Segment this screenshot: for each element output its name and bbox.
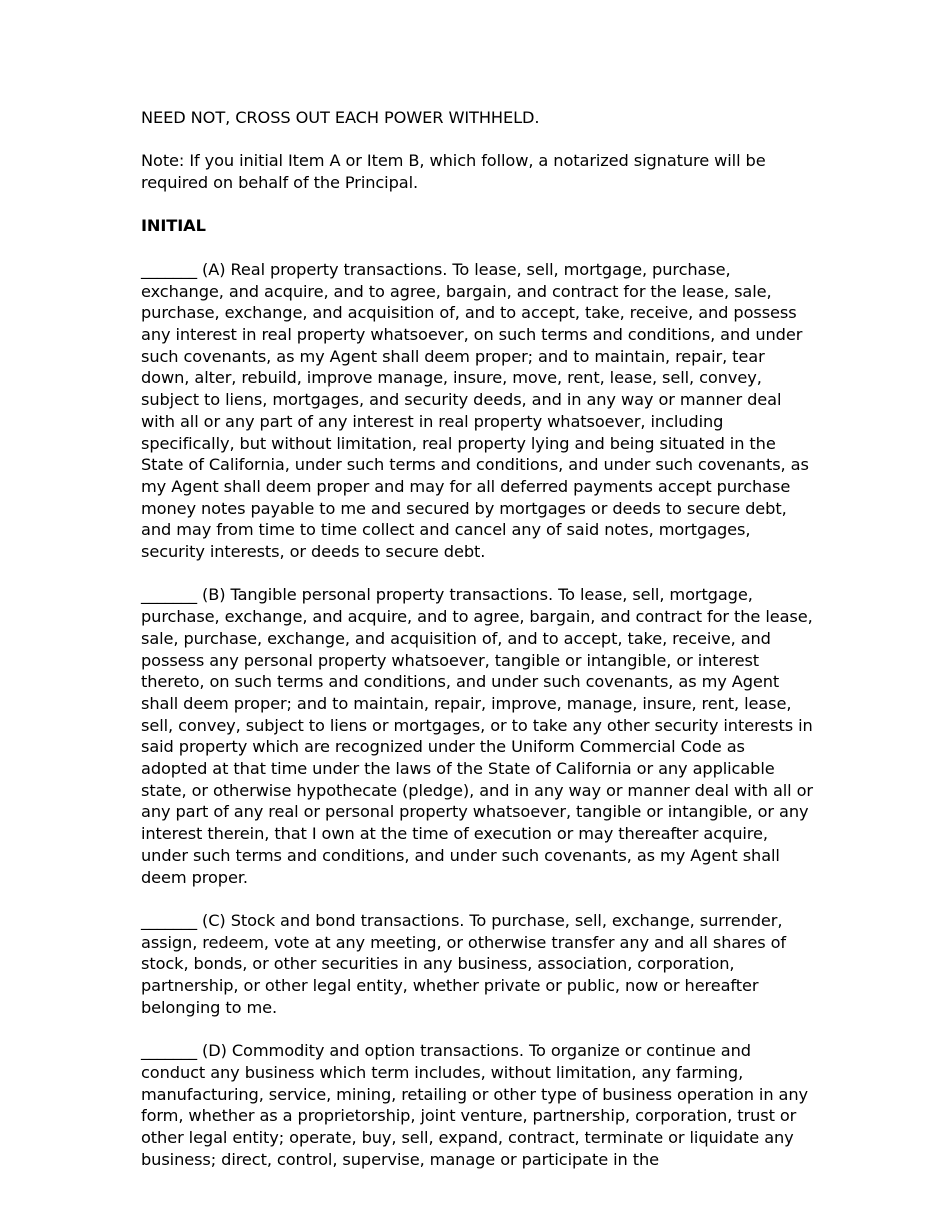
initial-heading: INITIAL — [141, 216, 206, 236]
initial-blank-b[interactable]: _______ — [141, 585, 197, 605]
item-c-text: (C) Stock and bond transactions. To purchase, sell, exchange, surrender, assign, redeem, vote at any meeting, or otherwise transfer any and all shares of stock, bonds, or other securities in any business, association, corporation, partnership, or other legal entity, whether private or public, now or hereafter belonging to me. — [141, 910, 787, 1017]
item-d-commodity-option — [141, 1040, 813, 1170]
item-d-text: (D) Commodity and option transactions. To organize or continue and conduct any business which term includes, without limitation, any farming, manufacturing, service, mining, retailing or other type of business operation in any form, whether as a proprietorship, joint venture, partnership, corporation, trust or other legal entity; operate, buy, sell, expand, contract, terminate or liquidate any business; direct, control, supervise, manage or participate in the — [141, 1041, 808, 1169]
withheld-instruction: NEED NOT, CROSS OUT EACH POWER WITHHELD. — [141, 108, 540, 127]
initial-blank-c[interactable]: _______ — [141, 910, 197, 930]
item-a-real-property — [141, 259, 813, 563]
item-b-text: (B) Tangible personal property transactions. To lease, sell, mortgage, purchase, exchange, and acquire, and to agree, bargain, and contract for the lease, sale, purchase, exchange, and acquisition of, and to accept, take, receive, and possess any personal property whatsoever, tangible or intangible, or interest thereto, on such terms and conditions, and under such covenants, as my Agent shall deem proper; and to maintain, repair, improve, manage, insure, rent, lease, sell, convey, subject to liens or mortgages, or to take any other security interests in said property which are recognized under the Uniform Commercial Code as adopted at that time under the laws of the State of California or any applicable state, or otherwise hypothecate (pledge), and in any way or manner deal with all or any part of any real or personal property whatsoever, tangible or intangible, or any interest therein, that I own at the time of execution or may thereafter acquire, under such terms and conditions, and under such covenants, as my Agent shall deem proper. — [141, 585, 813, 887]
initial-blank-a[interactable]: _______ — [141, 259, 197, 279]
item-b-tangible-property — [141, 584, 813, 888]
item-a-text: (A) Real property transactions. To lease, sell, mortgage, purchase, exchange, and acquire, and to agree, bargain, and contract for the lease, sale, purchase, exchange, and acquisition of, and to accept, take, receive, and possess any interest in real property whatsoever, on such terms and conditions, and under such covenants, as my Agent shall deem proper; and to maintain, repair, tear down, alter, rebuild, improve manage, insure, move, rent, lease, sell, convey, subject to liens, mortgages, and security deeds, and in any way or manner deal with all or any part of any interest in real property whatsoever, including specifically, but without limitation, real property lying and being situated in the State of California, under such terms and conditions, and under such covenants, as my Agent shall deem proper and may for all deferred payments accept purchase money notes payable to me and secured by mortgages or deeds to secure debt, and may from time to time collect and cancel any of said notes, mortgages, security interests, or deeds to secure debt. — [141, 259, 809, 562]
notarization-note: Note: If you initial Item A or Item B, which follow, a notarized signature will be required on behalf of the Principal. — [141, 151, 766, 193]
initial-blank-d[interactable]: _______ — [141, 1041, 197, 1061]
document-page — [141, 107, 813, 1192]
item-c-stock-bond — [141, 910, 813, 1019]
